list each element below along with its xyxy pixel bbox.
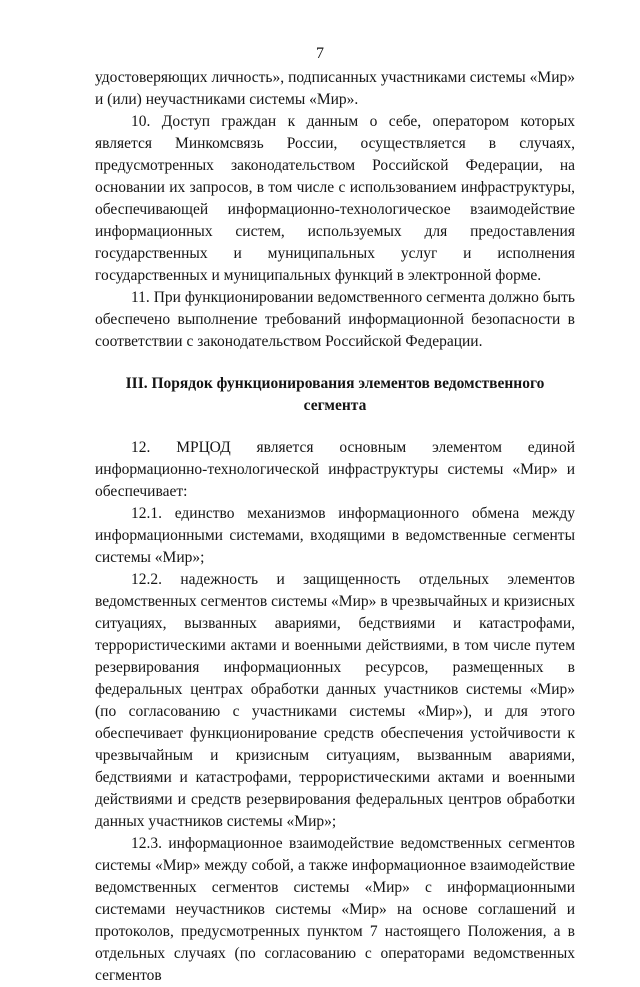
paragraph-item-10: 10. Доступ граждан к данным о себе, оператором которых является Минкомсвязь России, осуществляется в случаях, предусмотренных законодательством Российской Федерации, на основании их запросов, в том числе с использованием инфраструктуры, обеспечивающей информационно-технологическое взаимодействие информационных систем, используемых для предоставления государственных и муниципальных услуг и исполнения государственных и муниципальных функций в электронной форме. (95, 113, 575, 284)
paragraph-item-12-3: 12.3. информационное взаимодействие ведомственных сегментов системы «Мир» между собой, а также информационное взаимодействие ведомственных сегментов системы «Мир» с информационными системами неучастников системы «Мир» на основе соглашений и протоколов, предусмотренных пунктом 7 настоящего Положения, а в отдельных случаях (по согласованию с операторами ведомственных сегментов (95, 835, 575, 984)
paragraph-continuation: удостоверяющих личность», подписанных участниками системы «Мир» и (или) неучастниками системы «Мир». (95, 69, 575, 108)
paragraph-item-12: 12. МРЦОД является основным элементом единой информационно-технологической инфраструктуры системы «Мир» и обеспечивает: (95, 439, 575, 500)
paragraph-item-12-1: 12.1. единство механизмов информационного обмена между информационными системами, входящими в ведомственные сегменты системы «Мир»; (95, 505, 575, 566)
section-heading: III. Порядок функционирования элементов ведомственного сегмента (125, 375, 545, 414)
paragraph-item-12-2: 12.2. надежность и защищенность отдельных элементов ведомственных сегментов системы «Мир» в чрезвычайных и кризисных ситуациях, вызванных авариями, бедствиями и катастрофами, террористическими актами и военными действиями, в том числе путем резервирования информационных ресурсов, размещенных в федеральных центрах обработки данных участников системы «Мир» (по согласованию с участниками системы «Мир»), и для этого обеспечивает функционирование средств обеспечения устойчивости к чрезвычайным и кризисным ситуациям, вызванным авариями, бедствиями и катастрофами, террористическими актами и военными действиями и средств резервирования федеральных центров обработки данных участников системы «Мир»; (95, 571, 575, 830)
paragraph-item-11: 11. При функционировании ведомственного сегмента должно быть обеспечено выполнение требований информационной безопасности в соответствии с законодательством Российской Федерации. (95, 289, 575, 350)
document-body (95, 67, 575, 987)
page-number: 7 (316, 45, 324, 62)
